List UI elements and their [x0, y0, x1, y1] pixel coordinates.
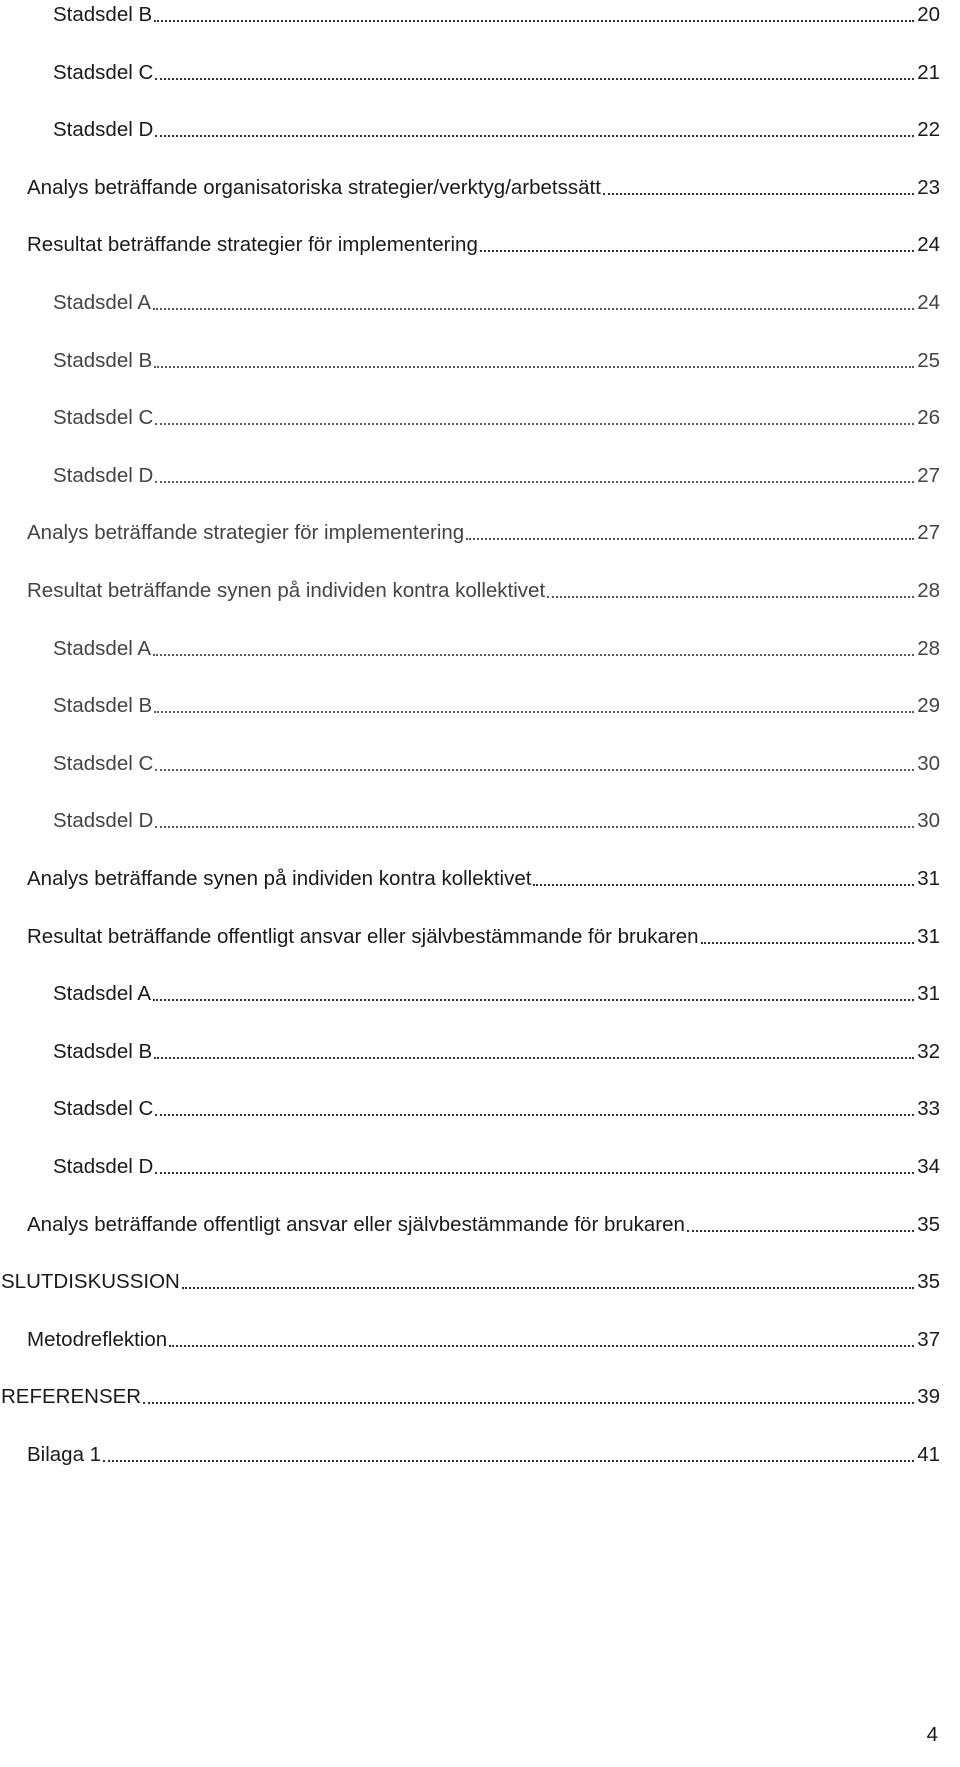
toc-entry-page-number: 33	[917, 1097, 940, 1121]
toc-entry-label: Stadsdel D	[53, 118, 154, 142]
toc-entry-label: Stadsdel B	[53, 348, 153, 372]
toc-entry-label: Resultat beträffande strategier för implementering	[27, 233, 478, 257]
toc-entry-page-number: 31	[917, 982, 940, 1006]
toc-entry[interactable]	[53, 1144, 940, 1180]
toc-entry-label: SLUTDISKUSSION	[1, 1270, 180, 1294]
toc-entry[interactable]	[27, 568, 940, 604]
toc-entry[interactable]	[53, 107, 940, 143]
toc-entry[interactable]	[53, 395, 940, 431]
toc-entry-page-number: 25	[917, 348, 940, 372]
toc-entry[interactable]	[1, 1374, 940, 1410]
toc-entry-label: Stadsdel A	[53, 982, 152, 1006]
toc-entry-page-number: 27	[917, 521, 940, 545]
toc-entry-label: Stadsdel A	[53, 636, 152, 660]
toc-entry[interactable]	[53, 50, 940, 86]
toc-entry-label: Stadsdel D	[53, 463, 154, 487]
toc-entry[interactable]	[27, 914, 940, 950]
toc-entry-page-number: 39	[917, 1385, 940, 1409]
toc-entry[interactable]	[53, 453, 940, 489]
toc-entry[interactable]	[53, 683, 940, 719]
toc-entry-label: Stadsdel C	[53, 1097, 154, 1121]
toc-dot-leader	[103, 1460, 914, 1462]
toc-entry-page-number: 28	[917, 636, 940, 660]
toc-dot-leader	[143, 1402, 914, 1404]
toc-entry-label: Stadsdel D	[53, 1155, 154, 1178]
toc-entry-page-number: 30	[917, 751, 940, 775]
toc-entry[interactable]	[27, 222, 940, 258]
toc-entry[interactable]	[53, 338, 940, 374]
toc-entry-page-number: 21	[917, 60, 940, 84]
toc-entry-label: Stadsdel B	[53, 3, 153, 26]
toc-entry[interactable]	[27, 165, 940, 201]
toc-dot-leader	[153, 308, 914, 310]
toc-entry[interactable]	[27, 1202, 940, 1238]
toc-entry-page-number: 28	[917, 579, 940, 602]
toc-entry-label: Stadsdel C	[53, 406, 154, 430]
toc-dot-leader	[155, 826, 914, 828]
toc-entry-page-number: 32	[917, 1039, 940, 1063]
toc-entry-page-number: 41	[917, 1443, 940, 1466]
toc-entry-label: Stadsdel D	[53, 809, 154, 833]
toc-entry-label: Stadsdel B	[53, 1039, 153, 1063]
toc-entry-page-number: 26	[917, 406, 940, 430]
toc-entry[interactable]	[1, 1259, 940, 1295]
toc-entry-page-number: 29	[917, 694, 940, 718]
toc-entry-label: Analys beträffande synen på individen kontra kollektivet	[27, 867, 532, 890]
toc-entry[interactable]	[27, 510, 940, 546]
toc-dot-leader	[155, 78, 914, 80]
toc-dot-leader	[155, 1172, 914, 1174]
toc-entry-label: REFERENSER	[1, 1385, 142, 1409]
toc-dot-leader	[480, 250, 914, 252]
toc-dot-leader	[155, 481, 914, 483]
toc-dot-leader	[547, 596, 914, 598]
toc-entry-page-number: 27	[917, 463, 940, 487]
toc-entry-page-number: 31	[917, 924, 940, 948]
toc-entry-label: Metodreflektion	[27, 1327, 168, 1351]
toc-entry-page-number: 35	[917, 1212, 940, 1236]
toc-entry[interactable]	[53, 1086, 940, 1122]
toc-dot-leader	[154, 366, 914, 368]
toc-dot-leader	[182, 1287, 914, 1289]
toc-entry-label: Bilaga 1	[27, 1443, 102, 1466]
page-number: 4	[926, 1723, 938, 1746]
toc-dot-leader	[155, 1114, 914, 1116]
toc-dot-leader	[155, 135, 914, 137]
toc-dot-leader	[603, 193, 914, 195]
toc-dot-leader	[466, 538, 914, 540]
toc-entry-label: Resultat beträffande offentligt ansvar eller självbestämmande för brukaren	[27, 924, 699, 948]
toc-entry-page-number: 30	[917, 809, 940, 833]
toc-entry-page-number: 31	[917, 867, 940, 890]
toc-dot-leader	[153, 999, 914, 1001]
toc-entry[interactable]	[53, 626, 940, 662]
toc-entry-label: Analys beträffande offentligt ansvar eller självbestämmande för brukaren	[27, 1212, 685, 1236]
toc-entry-page-number: 37	[917, 1327, 940, 1351]
toc-entry[interactable]	[27, 1317, 940, 1353]
toc-entry-page-number: 22	[917, 118, 940, 142]
toc-entry-label: Stadsdel A	[53, 291, 152, 314]
toc-dot-leader	[155, 423, 914, 425]
toc-entry[interactable]	[27, 1432, 940, 1468]
toc-entry-page-number: 34	[917, 1155, 940, 1178]
toc-entry[interactable]	[53, 0, 940, 28]
toc-entry-page-number: 23	[917, 175, 940, 199]
toc-entry[interactable]	[53, 971, 940, 1007]
toc-entry-label: Stadsdel C	[53, 751, 154, 775]
toc-entry-label: Resultat beträffande synen på individen kontra kollektivet	[27, 579, 546, 602]
toc-entry-page-number: 24	[917, 291, 940, 314]
toc-entry-page-number: 20	[917, 3, 940, 26]
toc-entry-label: Analys beträffande strategier för implementering	[27, 521, 465, 545]
toc-entry-label: Analys beträffande organisatoriska strategier/verktyg/arbetssätt	[27, 175, 601, 199]
toc-dot-leader	[153, 654, 914, 656]
toc-dot-leader	[154, 1057, 914, 1059]
toc-dot-leader	[155, 769, 914, 771]
toc-dot-leader	[154, 711, 914, 713]
toc-dot-leader	[687, 1230, 914, 1232]
toc-dot-leader	[154, 20, 914, 22]
toc-entry[interactable]	[53, 1029, 940, 1065]
toc-entry[interactable]	[53, 280, 940, 316]
toc-entry[interactable]	[53, 741, 940, 777]
toc-dot-leader	[533, 884, 914, 886]
toc-entry-page-number: 35	[917, 1270, 940, 1294]
toc-dot-leader	[169, 1345, 914, 1347]
toc-entry-page-number: 24	[917, 233, 940, 257]
toc-entry-label: Stadsdel C	[53, 60, 154, 84]
toc-entry[interactable]	[53, 798, 940, 834]
toc-entry[interactable]	[27, 856, 940, 892]
toc-entry-label: Stadsdel B	[53, 694, 153, 718]
toc-dot-leader	[701, 942, 915, 944]
